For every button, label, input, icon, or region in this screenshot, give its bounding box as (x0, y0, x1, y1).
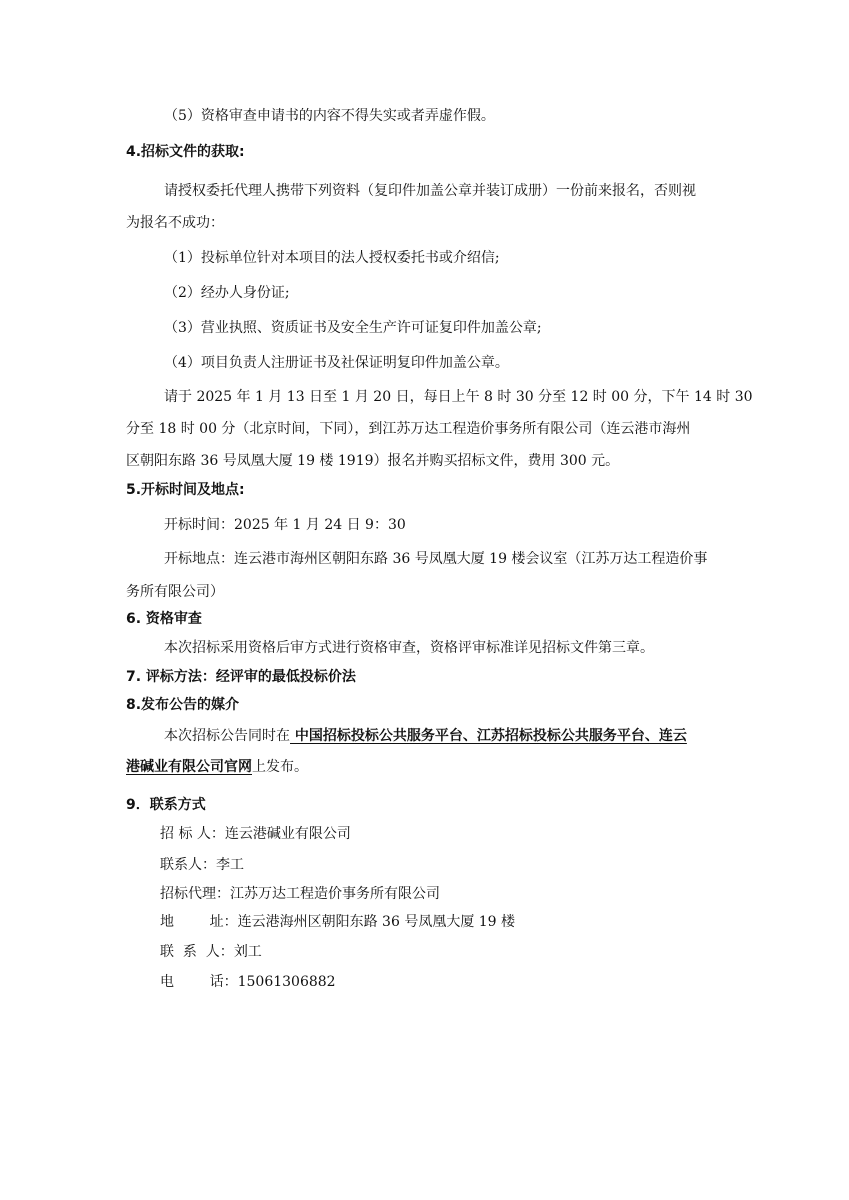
bid-opening-place-line2: 务所有限公司） (126, 584, 224, 600)
section-7-heading: 7. 评标方法：经评审的最低投标价法 (126, 669, 356, 685)
contact-value: 15061306882 (237, 974, 336, 990)
section-5-heading: 5.开标时间及地点: (126, 482, 245, 498)
contact-row (160, 942, 262, 962)
contact-row (160, 855, 244, 875)
contact-value: 连云港海州区朝阳东路 36 号凤凰大厦 19 楼 (237, 914, 516, 930)
contact-row (160, 824, 351, 844)
contact-value: 李工 (216, 857, 244, 873)
section-8-line2 (126, 757, 308, 777)
section-8-heading: 8.发布公告的媒介 (126, 697, 240, 713)
bid-opening-time: 开标时间：2025 年 1 月 24 日 9：30 (164, 517, 406, 533)
contact-value: 连云港碱业有限公司 (224, 826, 351, 842)
document-list-item: （2）经办人身份证; (164, 285, 290, 301)
registration-line1: 请于 2025 年 1 月 13 日至 1 月 20 日，每日上午 8 时 30 分至 12 时 00 分，下午 14 时 30 (164, 389, 753, 405)
requirement-item-5: （5）资格审查申请书的内容不得失实或者弄虚作假。 (164, 108, 495, 124)
registration-line3: 区朝阳东路 36 号凤凰大厦 19 楼 1919）报名并购买招标文件，费用 300 元。 (126, 453, 620, 469)
contact-row (160, 972, 336, 992)
contact-row (160, 912, 515, 932)
section-4-heading: 4.招标文件的获取: (126, 144, 245, 160)
section-6-heading: 6. 资格审查 (126, 611, 202, 627)
media-website-link: 港碱业有限公司官网 (126, 759, 252, 775)
bid-opening-place-line1: 开标地点：连云港市海州区朝阳东路 36 号凤凰大厦 19 楼会议室（江苏万达工程造价事 (164, 551, 708, 567)
document-list-item: （1）投标单位针对本项目的法人授权委托书或介绍信; (164, 250, 500, 266)
contact-label: 联 系 人： (160, 944, 234, 960)
registration-line2: 分至 18 时 00 分（北京时间，下同），到江苏万达工程造价事务所有限公司（连云港市海州 (126, 421, 691, 437)
document-list-item: （3）营业执照、资质证书及安全生产许可证复印件加盖公章; (164, 320, 542, 336)
section-8-line1 (164, 726, 687, 746)
section-8-suffix: 上发布。 (252, 759, 308, 775)
contact-label: 联系人： (160, 857, 216, 873)
section-8-prefix: 本次招标公告同时在 (164, 728, 290, 744)
contact-label: 招 标 人： (160, 826, 225, 842)
contact-label: 地 址： (160, 914, 238, 930)
section-4-intro-line1: 请授权委托代理人携带下列资料（复印件加盖公章并装订成册）一份前来报名，否则视 (164, 183, 696, 199)
contact-label: 电 话： (160, 974, 238, 990)
section-6-body: 本次招标采用资格后审方式进行资格审查，资格评审标准详见招标文件第三章。 (164, 640, 654, 656)
contact-value: 江苏万达工程造价事务所有限公司 (230, 886, 440, 902)
section-4-intro-line2: 为报名不成功： (126, 215, 224, 231)
contact-label: 招标代理： (160, 886, 230, 902)
media-platforms-link: 中国招标投标公共服务平台、江苏招标投标公共服务平台、连云 (290, 728, 687, 744)
section-9-heading: 9．联系方式 (126, 797, 206, 813)
document-list-item: （4）项目负责人注册证书及社保证明复印件加盖公章。 (164, 355, 509, 371)
contact-row (160, 884, 440, 904)
contact-value: 刘工 (233, 944, 262, 960)
